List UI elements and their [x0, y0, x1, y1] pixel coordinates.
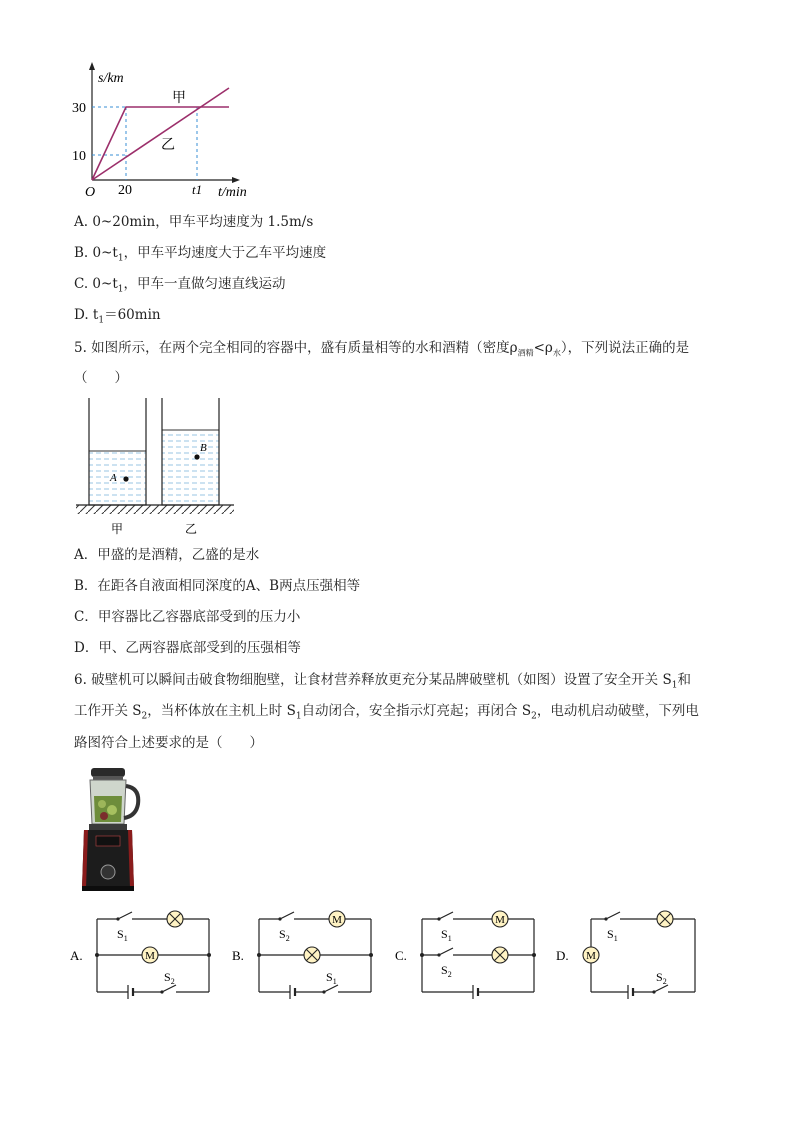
switch-bot-blade — [654, 985, 668, 992]
circuit-a[interactable] — [70, 908, 220, 1000]
q4-option-d: D. $t_1=60\min$ — [74, 307, 161, 326]
q5-paren: （ ） — [74, 370, 128, 386]
circuit-letter: C. — [395, 948, 407, 963]
q4-option-a: A. 0~20min，甲车平均速度为 1.5m/s — [74, 214, 314, 230]
y-tick-10: 10 — [72, 149, 86, 164]
label-yi: 乙 — [185, 522, 198, 535]
container-yi-liquid — [162, 430, 219, 505]
ground-hatch — [76, 505, 234, 514]
switch-bot-blade — [324, 985, 338, 992]
motor-left-label: M — [586, 950, 596, 962]
st-graph — [70, 58, 270, 203]
series-jia-label: 甲 — [172, 91, 186, 106]
container-jia-liquid — [89, 451, 146, 505]
switch-top-blade — [606, 912, 620, 919]
circuit-c[interactable] — [395, 908, 545, 1000]
q6-stem-line1: 6. 破壁机可以瞬间击破食物细胞壁，让食材营养释放更充分某品牌破壁机（如图）设置了安全开关 $S_1$和 — [74, 672, 691, 691]
point-a — [123, 476, 128, 481]
circuit-d[interactable] — [556, 908, 706, 1000]
q6-stem-line3: 路图符合上述要求的是（ ） — [74, 735, 263, 751]
q4-option-b: B. $0\sim t_1$，甲车平均速度大于乙车平均速度 — [74, 245, 327, 264]
point-b-label: B — [200, 442, 207, 454]
q4-option-c: C. $0\sim t_1$，甲车一直做匀速直线运动 — [74, 276, 286, 295]
switch-top-label: $S_1$ — [441, 927, 452, 943]
label-jia: 甲 — [111, 522, 124, 535]
q5-option-a: A．甲盛的是酒精，乙盛的是水 — [74, 547, 260, 563]
circuit-b[interactable] — [232, 908, 382, 1000]
switch-top-label: $S_2$ — [279, 927, 290, 943]
x-tick-t1: t1 — [192, 182, 203, 197]
x-tick-20: 20 — [118, 183, 132, 198]
point-b — [194, 454, 199, 459]
blender-image — [78, 766, 142, 892]
switch-top-blade — [118, 912, 132, 919]
y-tick-30: 30 — [72, 101, 86, 116]
x-axis-arrow — [232, 177, 240, 183]
series-yi-label: 乙 — [161, 138, 175, 153]
switch-top-blade — [439, 912, 453, 919]
x-axis-label: t/min — [218, 185, 247, 200]
switch-top-label: $S_1$ — [117, 927, 128, 943]
containers-figure — [72, 395, 238, 535]
q6-stem-line2: 工作开关 $S_2$，当杯体放在主机上时 $S_1$自动闭合，安全指示灯亮起；再闭合 $S_2$，电动机启动破壁，下列电 — [74, 703, 699, 722]
y-axis-arrow — [89, 62, 95, 70]
circuit-letter: D. — [556, 948, 569, 963]
y-axis-label: s/km — [98, 71, 124, 86]
origin-label: O — [85, 185, 96, 200]
switch-bot-label: $S_2$ — [164, 970, 175, 986]
motor-top-label: M — [495, 914, 505, 926]
q5-stem: 5. 如图所示，在两个完全相同的容器中，盛有质量相等的水和酒精（密度$\rho_{酒精}<\rho_水$），下列说法正确的是 — [74, 340, 690, 358]
switch-bot-label: $S_1$ — [326, 970, 337, 986]
switch-bot-blade — [162, 985, 176, 992]
switch-mid-label: $S_2$ — [441, 963, 452, 979]
switch-bot-label: $S_2$ — [656, 970, 667, 986]
point-a-label: A — [110, 472, 117, 484]
circuit-letter: A. — [70, 948, 83, 963]
switch-mid-blade — [439, 948, 453, 955]
motor-top-label: M — [332, 914, 342, 926]
circuit-letter: B. — [232, 948, 244, 963]
q5-option-c: C．甲容器比乙容器底部受到的压力小 — [74, 609, 301, 625]
q5-option-d: D．甲、乙两容器底部受到的压强相等 — [74, 640, 301, 656]
motor-mid-label: M — [145, 950, 155, 962]
switch-top-label: $S_1$ — [607, 927, 618, 943]
q5-option-b: B．在距各自液面相同深度的A、B两点压强相等 — [74, 578, 361, 594]
switch-top-blade — [280, 912, 294, 919]
